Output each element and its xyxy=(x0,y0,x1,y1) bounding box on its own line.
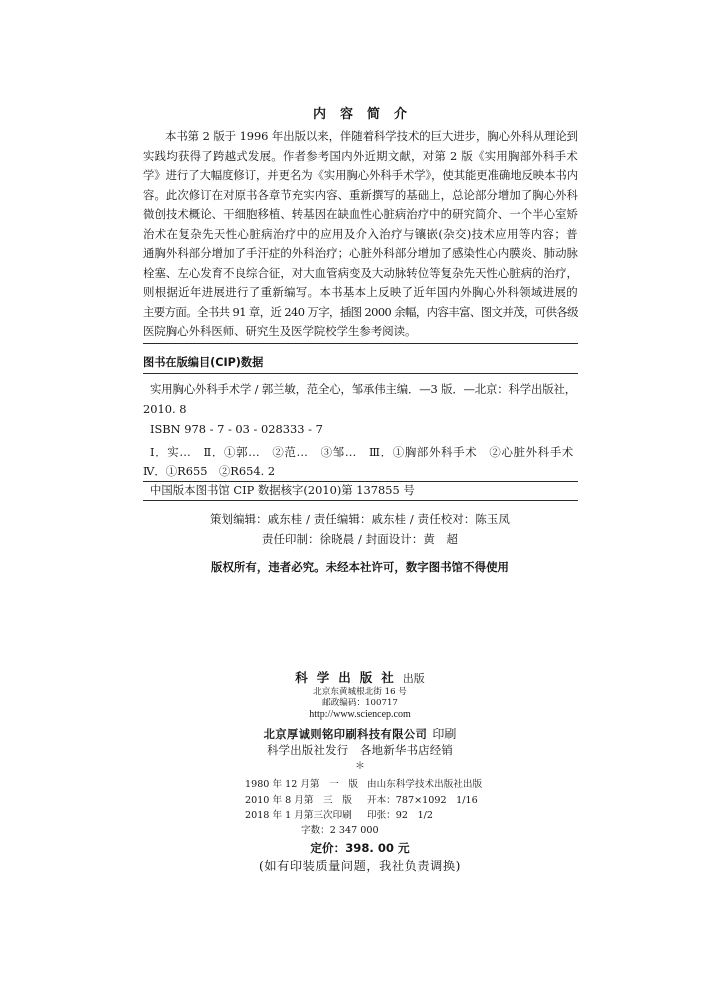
cip-line-isbn: ISBN 978 - 7 - 03 - 028333 - 7 xyxy=(150,422,323,436)
publisher-line xyxy=(0,668,720,688)
summary-paragraph xyxy=(143,127,578,342)
quality-note: (如有印装质量问题，我社负责调换) xyxy=(259,859,461,873)
cip-line-classification: Ⅳ．①R655 ②R654. 2 xyxy=(143,464,276,478)
publisher-website: http://www.sciencep.com xyxy=(309,709,411,720)
publisher-postcode: 邮政编码：100717 xyxy=(322,698,398,708)
edition-left: 1980 年 12 月第 一 版 xyxy=(245,779,358,790)
printer-name: 北京厚诚则铭印刷科技有限公司 xyxy=(263,727,428,741)
edition-right: 印张：92 1/2 xyxy=(367,810,434,821)
cip-record-number: 中国版本图书馆 CIP 数据核字(2010)第 137855 号 xyxy=(150,483,415,497)
summary-line: 医院胸心外科医师、研究生及医学院校学生参考阅读。 xyxy=(143,324,417,338)
publisher-address: 北京东黄城根北街 16 号 xyxy=(313,687,407,697)
copyright-notice: 版权所有，违者必究。未经本社许可，数字图书馆不得使用 xyxy=(211,560,509,574)
editor-credits: 策划编辑：戚东桂 / 责任编辑：戚东桂 / 责任校对：陈玉凤 xyxy=(210,512,510,526)
price: 定价：398. 00 元 xyxy=(310,841,410,855)
cip-top-rule xyxy=(143,373,578,374)
summary-line: 栓塞、左心发育不良综合征，对大血管病变及大动脉转位等复杂先天性心脏病的治疗， xyxy=(143,265,578,280)
publisher-suffix: 出版 xyxy=(402,672,425,685)
edition-right: 由山东科学技术出版社出版 xyxy=(367,779,483,790)
summary-line: 通胸外科部分增加了手汗症的外科治疗；心脏外科部分增加了感染性心内膜炎、肺动脉 xyxy=(143,246,578,260)
separator-asterisk: ＊ xyxy=(355,761,365,772)
printer-line xyxy=(0,725,720,742)
section-divider xyxy=(143,343,578,344)
production-credits: 责任印制：徐晓晨 / 封面设计：黄 超 xyxy=(262,532,458,546)
distribution-line: 科学出版社发行 各地新华书店经销 xyxy=(267,743,453,757)
word-count: 字数：2 347 000 xyxy=(301,825,379,836)
summary-line: 学》进行了大幅度修订，并更名为《实用胸心外科手术学》，使其能更准确地反映本书内 xyxy=(143,168,578,182)
cip-line-subjects: Ⅰ．实… Ⅱ．①郭… ②范… ③邹… Ⅲ．①胸部外科手术 ②心脏外科手术 xyxy=(150,445,574,459)
summary-line: 主要方面。全书共 91 章，近 240 万字，插图 2000 余幅，内容丰富、图文并茂，可供各级 xyxy=(143,304,578,319)
cip-line-date: 2010. 8 xyxy=(143,402,187,416)
edition-left: 2018 年 1 月第三次印刷 xyxy=(245,810,352,821)
summary-line: 微创技术概论、干细胞移植、转基因在缺血性心脏病治疗中的研究简介、一个半心室矫 xyxy=(143,207,578,221)
edition-left: 2010 年 8 月第 三 版 xyxy=(245,795,352,806)
summary-line: 容。此次修订在对原书各章节充实内容、重新撰写的基础上，总论部分增加了胸心外科 xyxy=(143,187,578,202)
printer-suffix: 印刷 xyxy=(432,727,457,741)
cip-heading: 图书在版编目(CIP)数据 xyxy=(143,356,264,369)
summary-line: 本书第 2 版于 1996 年出版以来，伴随着科学技术的巨大进步，胸心外科从理论到 xyxy=(165,129,578,143)
summary-line: 治术在复杂先天性心脏病治疗中的应用及介入治疗与镶嵌(杂交)技术应用等内容；普 xyxy=(143,226,578,241)
summary-line: 实践均获得了跨越式发展。作者参考国内外近期文献，对第 2 版《实用胸部外科手术 xyxy=(143,148,578,163)
edition-right: 开本：787×1092 1/16 xyxy=(367,795,478,806)
cip-line-title: 实用胸心外科手术学 / 郭兰敏，范全心，邹承伟主编．—3 版．—北京：科学出版社， xyxy=(150,382,576,396)
summary-title: 内容简介 xyxy=(312,107,421,122)
cip-bottom-rule xyxy=(143,500,578,501)
summary-line: 则根据近年进展进行了重新编写。本书基本上反映了近年国内外胸心外科领域进展的 xyxy=(143,285,578,299)
publisher-logo: 科学出版社 xyxy=(295,670,403,685)
